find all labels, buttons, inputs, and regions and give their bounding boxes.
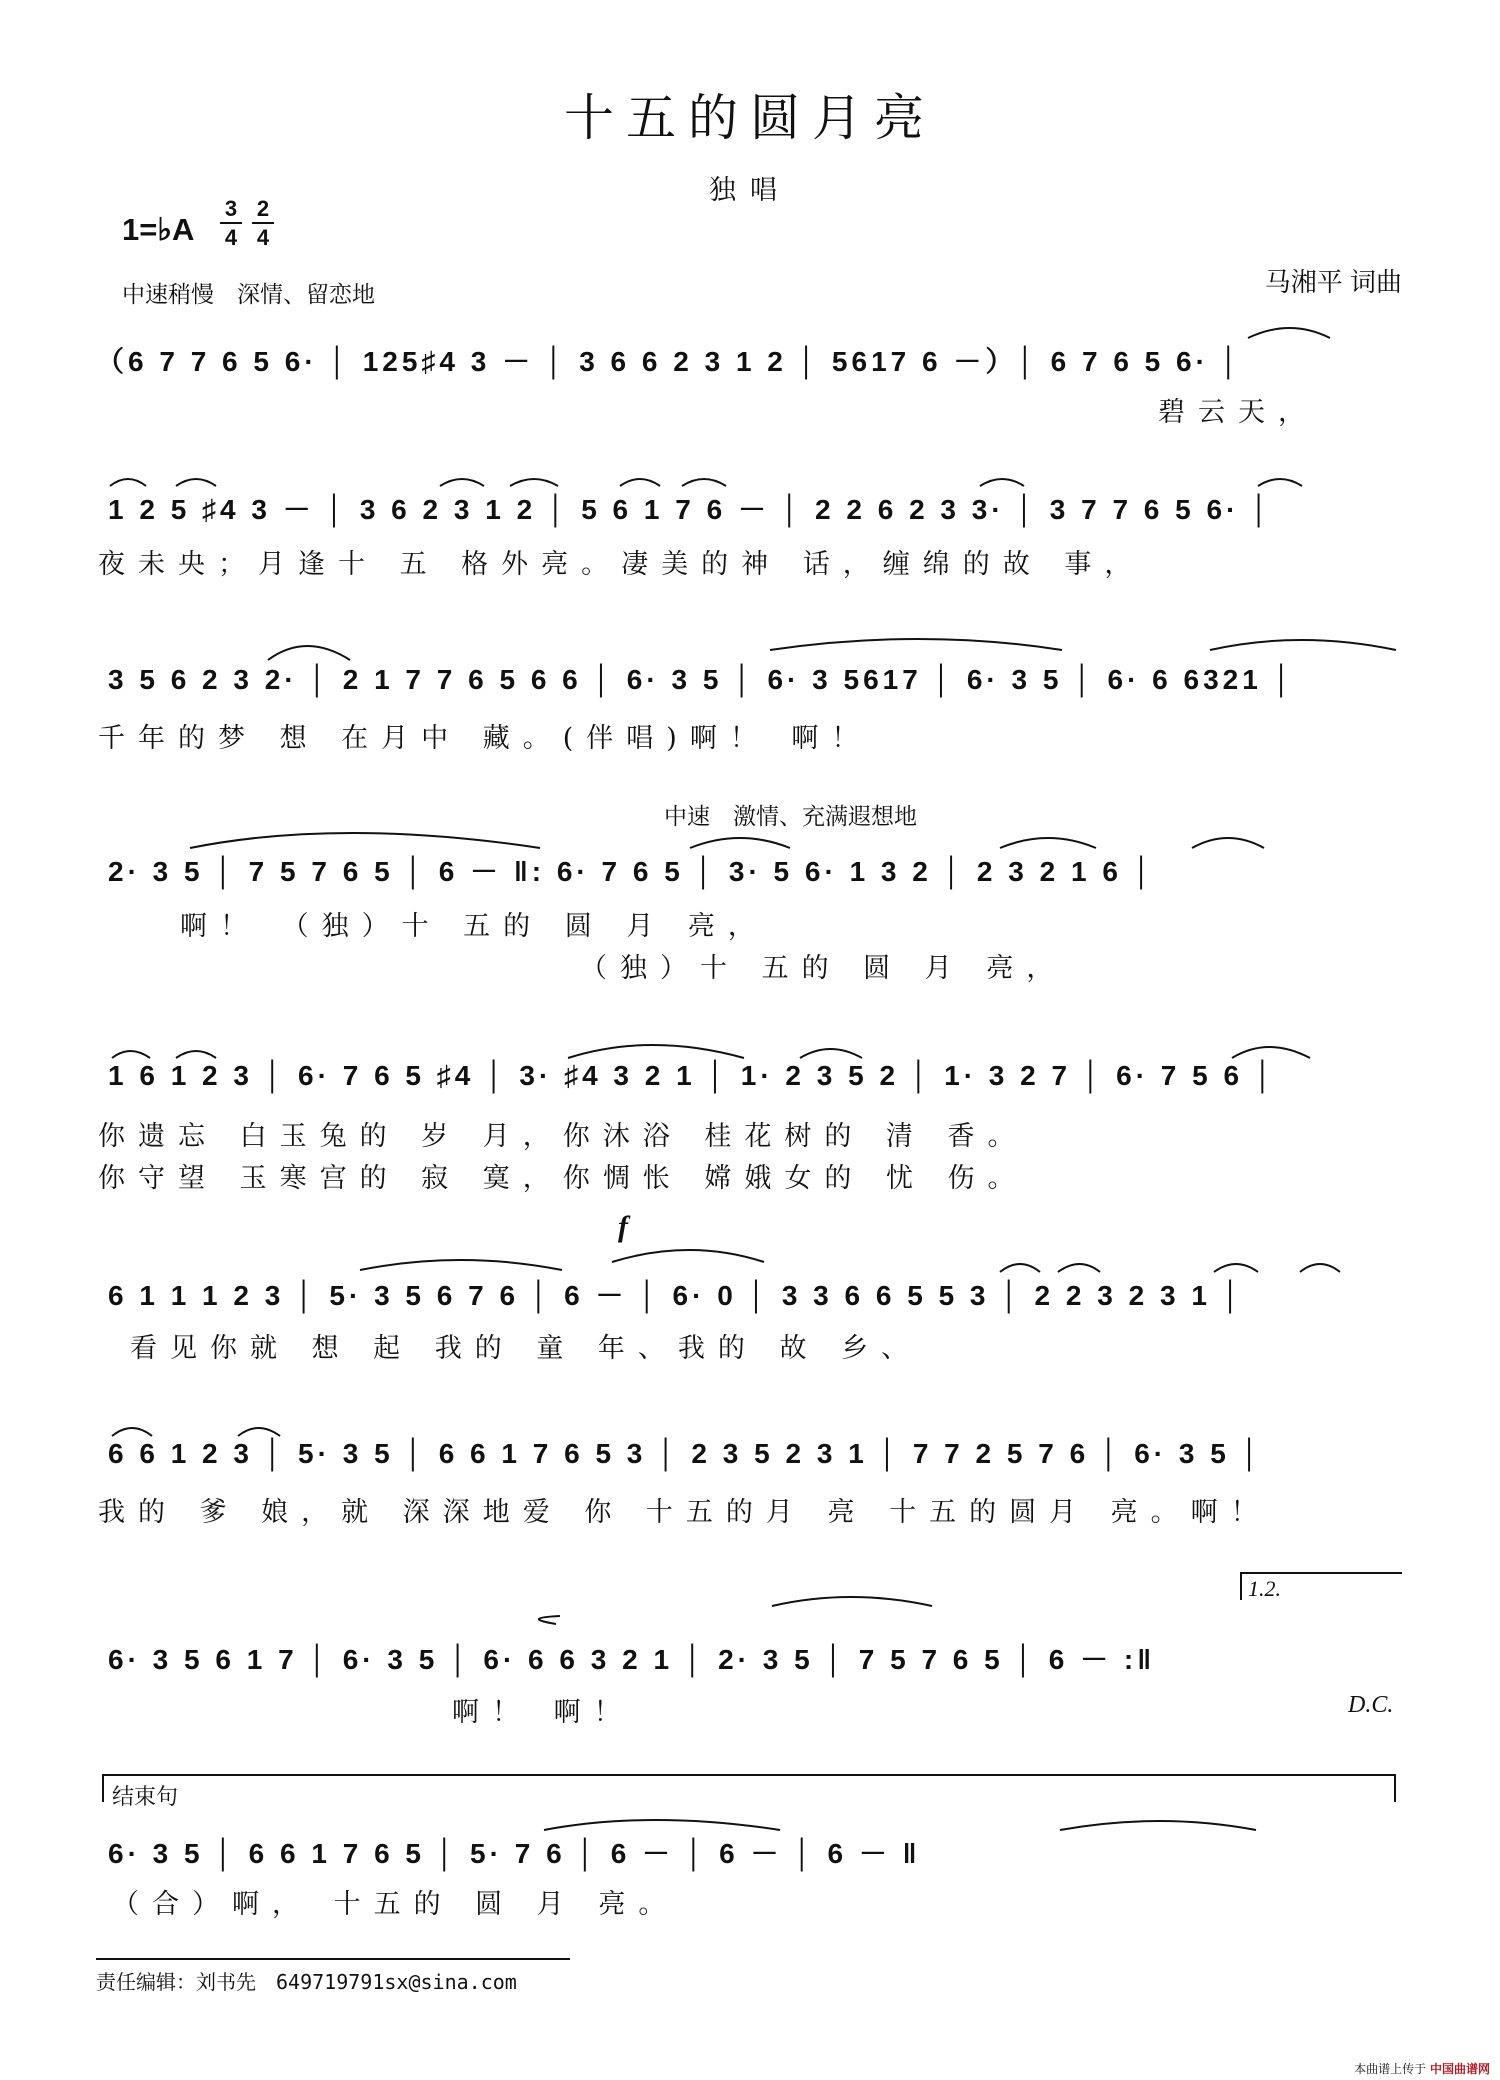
notation-line-1: （6 7 7 6 5 6· │ 125♯4 3 － │ 3 6 6 2 3 1 2 │ 5617 6 －）│ 6 7 6 5 6· │: [96, 346, 1243, 377]
lyrics-line-5-verse-2: 你守望 玉寒宫的 寂 寞，你惆怅 嫦娥女的 忧 伤。: [98, 1163, 1028, 1194]
lyrics-line-6: 看见你就 想 起 我的 童 年、我的 故 乡、: [130, 1333, 922, 1364]
tempo-marking-intro: 中速稍慢 深情、留恋地: [122, 281, 375, 307]
notation-line-5: 1 6 1 2 3 │ 6· 7 6 5 ♯4 │ 3· ♯4 3 2 1 │ 1· 2 3 5 2 │ 1· 3 2 7 │ 6· 7 5 6 │: [108, 1060, 1277, 1091]
lyrics-line-2: 夜未央；月逢十 五 格外亮。凄美的神 话，缠绵的故 事，: [98, 549, 1145, 580]
lyrics-line-4-verse-2: （独）十 五的 圆 月 亮，: [580, 953, 1067, 984]
notation-line-9: 6· 3 5 │ 6 6 1 7 6 5 │ 5· 7 6 │ 6 － │ 6 － │ 6 － ‖: [108, 1838, 921, 1869]
lyrics-line-8: 啊！ 啊！: [452, 1697, 634, 1728]
dynamic-forte: f: [618, 1210, 628, 1243]
tempo-marking-section-2: 中速 激情、充满遐想地: [664, 803, 917, 829]
footer-divider: [96, 1958, 570, 1960]
editor-credit: 责任编辑：刘书先 649719791sx@sina.com: [96, 1970, 517, 1994]
notation-line-3: 3 5 6 2 3 2· │ 2 1 7 7 6 5 6 6 │ 6· 3 5 │ 6· 3 5617 │ 6· 3 5 │ 6· 6 6321 │: [108, 664, 1296, 695]
notation-line-6: 6 1 1 1 2 3 │ 5· 3 5 6 7 6 │ 6 － │ 6· 0 │ 3 3 6 6 5 5 3 │ 2 2 3 2 3 1 │: [108, 1280, 1245, 1311]
time-signature-top-2: 2: [256, 196, 270, 221]
composer-credit: 马湘平 词曲: [1264, 267, 1402, 297]
notation-line-2: 1 2 5 ♯4 3 － │ 3 6 2 3 1 2 │ 5 6 1 7 6 － │ 2 2 6 2 3 3· │ 3 7 7 6 5 6· │: [108, 494, 1273, 525]
lyrics-line-1: 碧云天，: [1158, 397, 1318, 428]
time-signature-bottom-2: 4: [256, 225, 270, 250]
lyrics-line-3: 千年的梦 想 在月中 藏。(伴唱)啊！ 啊！: [98, 723, 872, 754]
notation-line-4: 2· 3 5 │ 7 5 7 6 5 │ 6 － ‖: 6· 7 6 5 │ 3· 5 6· 1 3 2 │ 2 3 2 1 6 │: [108, 856, 1156, 887]
lyrics-line-7: 我的 爹 娘，就 深深地爱 你 十五的月 亮 十五的圆月 亮。啊！: [98, 1497, 1271, 1528]
volta-label: 1.2.: [1248, 1576, 1281, 1601]
time-signature-top-1: 3: [224, 196, 238, 221]
time-signature-bottom-1: 4: [224, 225, 238, 250]
song-title: 十五的圆月亮: [564, 89, 936, 147]
upload-notice: [1354, 2060, 1490, 2077]
lyrics-line-9: （合）啊， 十五的 圆 月 亮。: [112, 1889, 679, 1920]
key-signature: 1=♭A: [122, 212, 195, 247]
site-logo: 中国曲谱网: [1429, 2062, 1490, 2076]
lyrics-line-4-verse-1: 啊！ （独）十 五的 圆 月 亮，: [180, 911, 768, 942]
notation-line-8: 6· 3 5 6 1 7 │ 6· 3 5 │ 6· 6 6 3 2 1 │ 2· 3 5 │ 7 5 7 6 5 │ 6 － :‖: [108, 1644, 1156, 1675]
performance-type: 独唱: [709, 175, 791, 206]
notation-line-7: 6 6 1 2 3 │ 5· 3 5 │ 6 6 1 7 6 5 3 │ 2 3 5 2 3 1 │ 7 7 2 5 7 6 │ 6· 3 5 │: [108, 1438, 1264, 1469]
upload-text: 本曲谱上传于: [1354, 2062, 1427, 2076]
ending-label: 结束句: [112, 1785, 179, 1810]
lyrics-line-5-verse-1: 你遗忘 白玉兔的 岁 月，你沐浴 桂花树的 清 香。: [98, 1121, 1028, 1152]
da-capo-marking: D.C.: [1348, 1692, 1394, 1718]
